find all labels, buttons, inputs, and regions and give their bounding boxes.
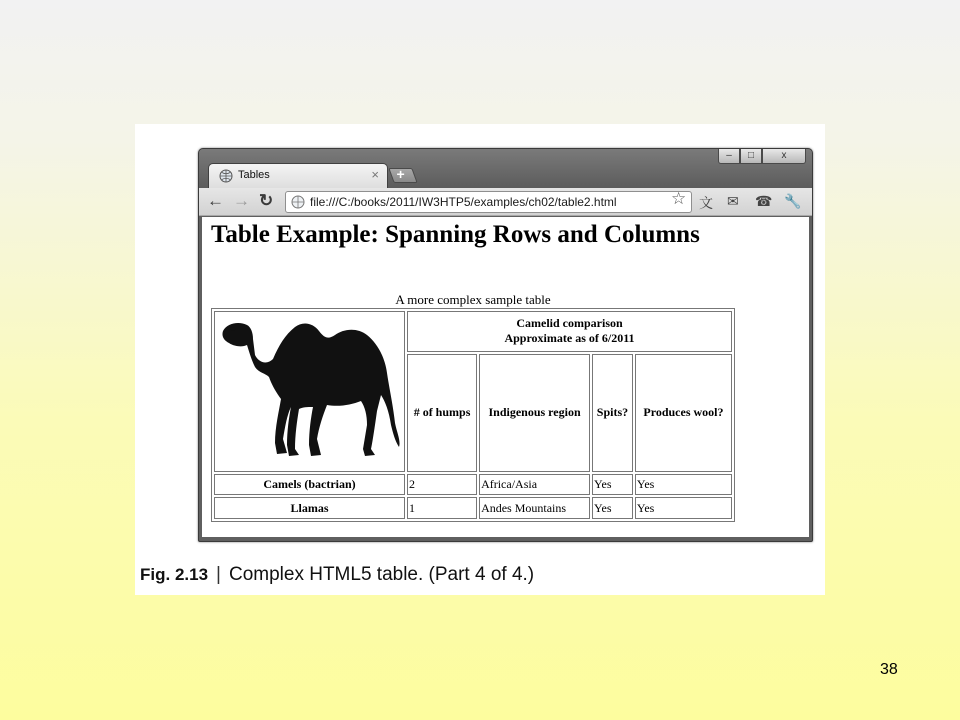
camel-image <box>217 315 403 467</box>
table-cell: Yes <box>635 497 732 519</box>
close-window-button[interactable]: x <box>762 149 806 164</box>
translate-icon[interactable]: 文 <box>699 195 713 211</box>
column-header: Indigenous region <box>479 354 590 472</box>
back-arrow-icon[interactable]: ← <box>207 191 224 210</box>
title-bar <box>199 149 812 188</box>
mail-icon[interactable]: ✉ <box>727 193 739 209</box>
column-header: Produces wool? <box>635 354 732 472</box>
row-label: Llamas <box>214 497 405 519</box>
row-label: Camels (bactrian) <box>214 474 405 496</box>
table-cell: Yes <box>592 474 633 496</box>
forward-arrow-icon[interactable]: → <box>233 191 250 210</box>
table-cell: 2 <box>407 474 477 496</box>
table-row <box>214 474 732 496</box>
new-tab-button[interactable] <box>388 168 417 183</box>
table-caption: A more complex sample table <box>395 292 551 307</box>
camelid-table <box>211 308 735 522</box>
table-row <box>214 497 732 519</box>
phone-icon[interactable]: ☎ <box>755 193 773 209</box>
table-cell: Yes <box>592 497 633 519</box>
figure-caption <box>140 564 534 586</box>
column-header: # of humps <box>407 354 477 472</box>
address-bar[interactable] <box>285 191 692 213</box>
bookmark-star-icon[interactable]: ☆ <box>671 189 687 208</box>
group-header-line1: Camelid comparison <box>516 316 623 331</box>
reload-icon[interactable]: ↻ <box>259 191 274 210</box>
plus-icon: + <box>396 166 405 182</box>
browser-window <box>198 148 813 542</box>
table-cell: Africa/Asia <box>479 474 590 496</box>
tab-close-icon[interactable]: × <box>371 167 379 182</box>
maximize-button[interactable]: □ <box>740 149 762 164</box>
browser-tab[interactable] <box>208 163 388 188</box>
table-cell: Yes <box>635 474 732 496</box>
tab-title: Tables <box>238 169 270 181</box>
page-viewport <box>202 217 809 537</box>
camelid-group-header <box>407 311 732 352</box>
url-text: file:///C:/books/2011/IW3HTP5/examples/ch02/table2.html <box>310 195 617 209</box>
camel-image-cell <box>214 311 405 472</box>
table-cell: 1 <box>407 497 477 519</box>
column-header: Spits? <box>592 354 633 472</box>
wrench-icon[interactable]: 🔧 <box>784 193 802 209</box>
screenshot-panel <box>135 124 825 595</box>
browser-toolbar <box>199 188 812 216</box>
globe-icon <box>291 195 305 209</box>
window-controls <box>718 149 806 164</box>
page-heading: Table Example: Spanning Rows and Columns <box>211 221 700 248</box>
figure-separator: | <box>216 564 221 585</box>
table-cell: Andes Mountains <box>479 497 590 519</box>
figure-text: Complex HTML5 table. (Part 4 of 4.) <box>228 564 535 585</box>
figure-number: Fig. 2.13 <box>140 565 209 584</box>
slide-number: 38 <box>880 661 898 678</box>
globe-icon <box>219 169 233 183</box>
group-header-line2: Approximate as of 6/2011 <box>504 331 635 346</box>
minimize-button[interactable]: – <box>718 149 740 164</box>
